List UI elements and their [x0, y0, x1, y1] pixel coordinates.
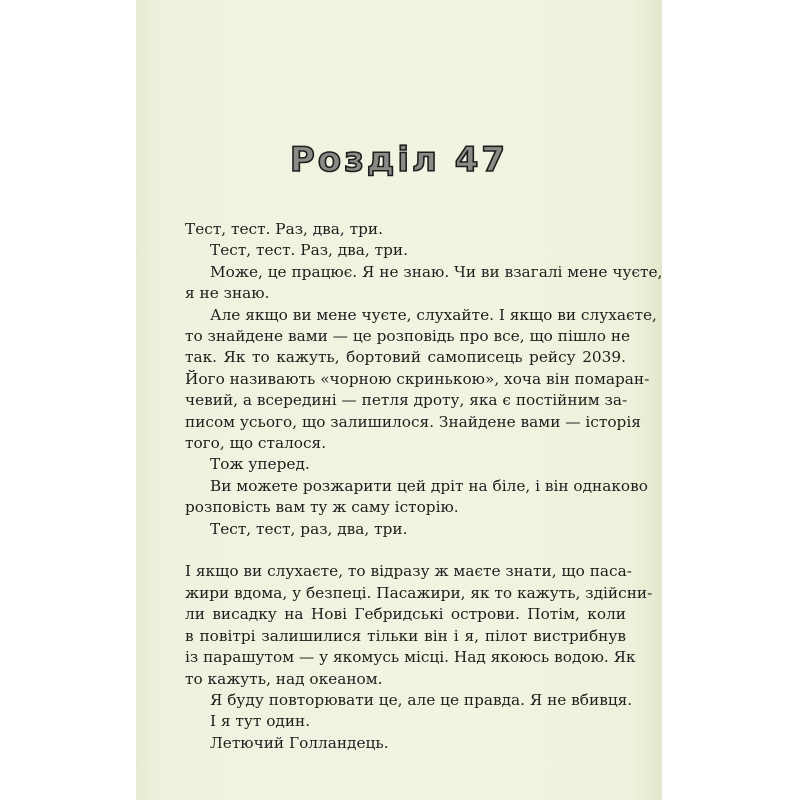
text-line: розповість вам ту ж саму історію.	[185, 498, 459, 517]
text-line: в повітрі залишилися тільки він і я, пілот вистрибнув	[185, 626, 626, 645]
text-line: Але якщо ви мене чуєте, слухайте. І якщо ви слухаєте,	[210, 305, 657, 324]
chapter-title: Розділ 47	[289, 140, 509, 180]
text-line: того, що сталося.	[185, 434, 327, 453]
text-line: Тест, тест. Раз, два, три.	[210, 241, 408, 260]
text-line: Летючий Голландець.	[210, 733, 389, 752]
paragraph-break	[185, 540, 626, 561]
text-line: чевий, а всередині — петля дроту, яка є постійним за-	[185, 391, 628, 410]
text-line: Я буду повторювати це, але це правда. Я не вбивця.	[210, 690, 633, 709]
text-line: так. Як то кажуть, бортовий самописець рейсу 2039.	[185, 348, 626, 367]
text-line: писом усього, що залишилося. Знайдене вами — історія	[185, 412, 641, 431]
text-line: І я тут один.	[210, 712, 311, 731]
book-page	[136, 0, 662, 800]
chapter-body	[185, 219, 663, 754]
text-line: ли висадку на Нові Гебридські острови. Потім, коли	[185, 605, 626, 624]
text-line: то кажуть, над океаном.	[185, 669, 383, 688]
text-line: жири вдома, у безпеці. Пасажири, як то кажуть, здійсни-	[185, 583, 653, 602]
text-line: Тест, тест, раз, два, три.	[210, 519, 408, 538]
text-line: Тож уперед.	[210, 455, 310, 474]
text-line: І якщо ви слухаєте, то відразу ж маєте знати, що паса-	[185, 562, 632, 581]
text-line: Може, це працює. Я не знаю. Чи ви взагалі мене чуєте,	[210, 262, 663, 281]
text-line: Його називають «чорною скринькою», хоча він помаран-	[185, 369, 650, 388]
text-line: із парашутом — у якомусь місці. Над якоюсь водою. Як	[185, 648, 636, 667]
text-line: я не знаю.	[185, 284, 270, 303]
text-line: то знайдене вами — це розповідь про все, що пішло не	[185, 327, 631, 346]
text-line: Ви можете розжарити цей дріт на біле, і він однаково	[210, 476, 648, 495]
text-line: Тест, тест. Раз, два, три.	[185, 220, 383, 238]
